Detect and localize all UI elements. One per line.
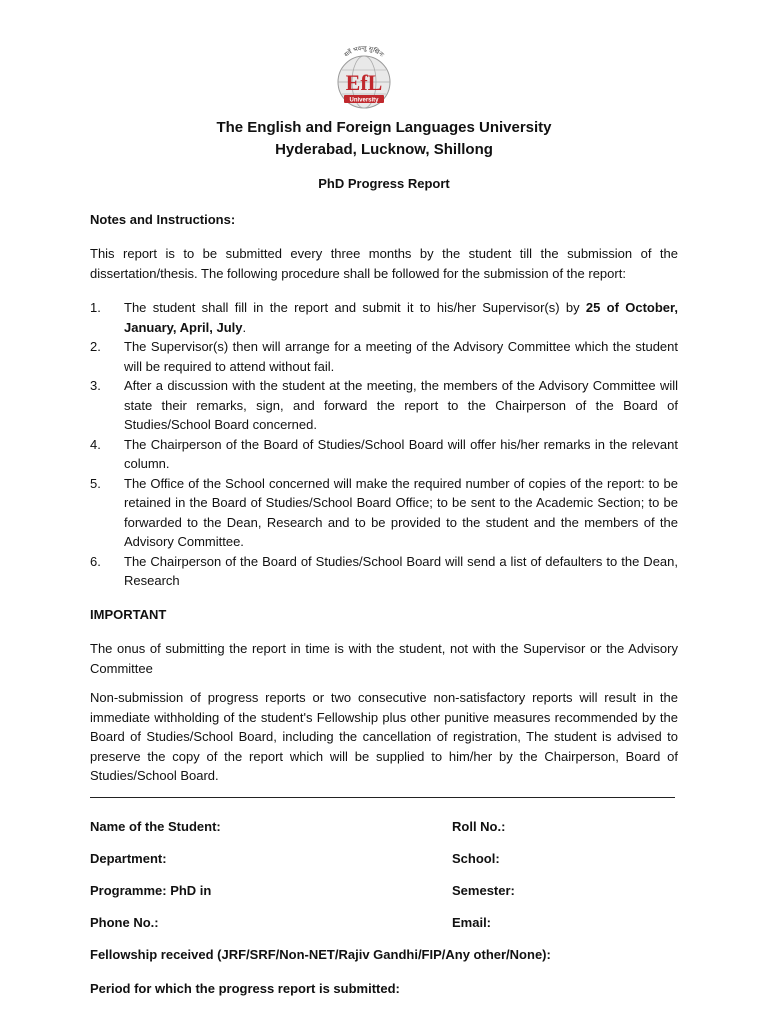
item-number: 5. xyxy=(90,475,101,491)
label-school: School: xyxy=(452,851,500,866)
item-number: 2. xyxy=(90,339,101,354)
important-para-consequences: Non-submission of progress reports or two consecutive non-satisfactory reports will result in the immediate withholding of the student's Fellowship plus other punitive measures recommended by the Board of Studies/School Board, including the cancellation of registration, The student is advised to preserve the copy of the report which will be supplied to him/her by the Chairperson, Board of Studies/School Board. xyxy=(90,690,678,783)
label-email: Email: xyxy=(452,915,492,930)
instructions-list xyxy=(90,298,678,591)
item-number: 4. xyxy=(90,436,101,452)
list-item xyxy=(90,376,678,435)
logo-letters: EfL xyxy=(345,70,383,95)
list-item xyxy=(90,552,678,591)
item-text: The student shall fill in the report and submit it to his/her Supervisor(s) by xyxy=(124,300,586,315)
label-roll-no: Roll No.: xyxy=(452,819,506,834)
notes-heading: Notes and Instructions: xyxy=(90,212,236,227)
report-title: PhD Progress Report xyxy=(318,176,450,191)
label-period: Period for which the progress report is submitted: xyxy=(90,981,400,996)
label-department: Department: xyxy=(90,851,167,866)
campuses: Hyderabad, Lucknow, Shillong xyxy=(275,141,493,158)
list-item xyxy=(90,337,678,376)
logo-ribbon: University xyxy=(349,97,379,104)
item-text-end: . xyxy=(242,319,247,335)
label-semester: Semester: xyxy=(452,883,515,898)
university-name: The English and Foreign Languages University xyxy=(216,119,552,136)
label-fellowship: Fellowship received (JRF/SRF/Non-NET/Rajiv Gandhi/FIP/Any other/None): xyxy=(90,947,551,962)
divider-line xyxy=(90,797,675,798)
item-text: The Office of the School concerned will make the required number of copies of the report: to be retained in the Board of Studies/School Board Office; to be sent to the Academic Section; to be forwarded to the Dean, Research and to be provided to the student and the members of the Advisory Committee. xyxy=(124,475,678,549)
item-text: The Chairperson of the Board of Studies/School Board will offer his/her remarks in the relevant column. xyxy=(124,436,678,471)
important-heading: IMPORTANT xyxy=(90,607,167,622)
item-text: The Chairperson of the Board of Studies/School Board will send a list of defaulters to the Dean, Research xyxy=(124,553,678,588)
notes-intro: This report is to be submitted every three months by the student till the submission of the dissertation/thesis. The following procedure shall be followed for the submission of the report: xyxy=(90,246,678,281)
list-item xyxy=(90,298,678,337)
efl-university-seal-icon xyxy=(330,44,398,114)
item-number: 3. xyxy=(90,378,101,393)
item-text: The Supervisor(s) then will arrange for a meeting of the Advisory Committee which the student will be required to attend without fail. xyxy=(124,339,678,374)
item-number: 1. xyxy=(90,300,101,315)
label-programme: Programme: PhD in xyxy=(90,883,212,898)
item-text: After a discussion with the student at the meeting, the members of the Advisory Committee will state their remarks, sign, and forward the report to the Chairperson of the Board of Studies/School Board concerned. xyxy=(124,378,678,432)
list-item xyxy=(90,474,678,552)
list-item xyxy=(90,435,678,474)
important-para-onus: The onus of submitting the report in time is with the student, not with the Supervisor or the Advisory Committee xyxy=(90,641,678,676)
item-number: 6. xyxy=(90,553,101,569)
label-student-name: Name of the Student: xyxy=(90,819,221,834)
logo-motto: सर्वे भवन्तु सुखिनः xyxy=(342,44,386,59)
label-phone: Phone No.: xyxy=(90,915,159,930)
item-deadline: 25 of October, January, April, July xyxy=(124,300,678,335)
